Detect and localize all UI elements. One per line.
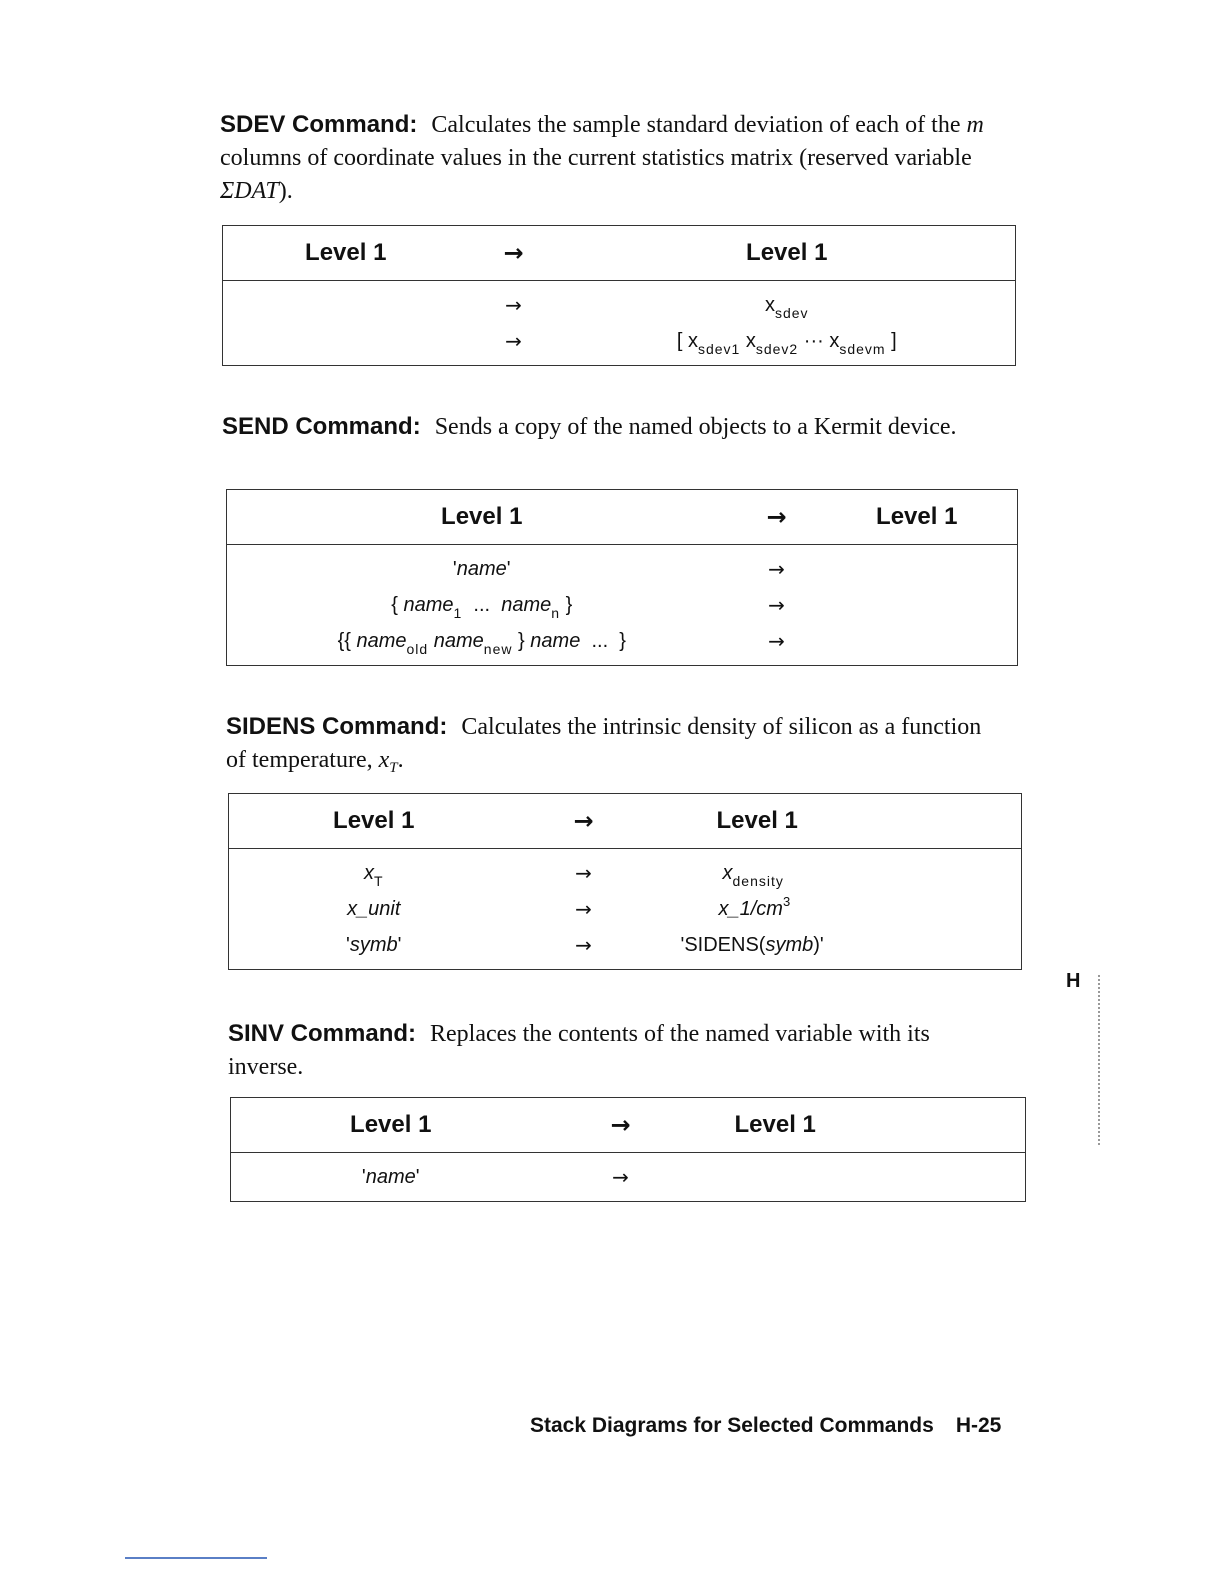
table-header-row — [229, 794, 1022, 849]
header-level-in: Level 1 — [229, 794, 519, 849]
send-stack-table — [226, 489, 1018, 666]
header-level-out: Level 1 — [817, 490, 1018, 545]
table-row: {{ name$_{old}$ name$_{new}$ } name ... } → — [337, 629, 785, 657]
table-header-row — [223, 226, 1016, 281]
sidens-section — [226, 710, 1006, 780]
sinv-stack-table — [230, 1097, 1026, 1202]
table-row: → $x_{sdev}$ — [505, 293, 809, 321]
table-header-row — [227, 490, 1018, 545]
sdev-title: SDEV Command: — [220, 111, 418, 138]
header-level-out: Level 1 — [691, 1098, 1026, 1153]
header-level-in: Level 1 — [231, 1098, 551, 1153]
footer-title: Stack Diagrams for Selected Commands — [530, 1414, 934, 1437]
table-row: 'symb' → 'SIDENS(symb)' — [346, 933, 824, 957]
header-level-out: Level 1 — [559, 226, 1016, 281]
header-arrow: → — [519, 794, 649, 849]
sinv-description: SINV Command: Replaces the contents of the named variable with its inverse. — [228, 1020, 930, 1080]
header-level-in: Level 1 — [227, 490, 737, 545]
sinv-section — [228, 1017, 1008, 1084]
table-row: { name$_1$ ... name$_n$ } → — [391, 593, 785, 621]
send-section — [222, 410, 1002, 444]
header-arrow: → — [737, 490, 817, 545]
table-row: 'name' → — [452, 557, 785, 581]
header-arrow: → — [551, 1098, 691, 1153]
section-tab-letter: H — [1066, 970, 1081, 992]
header-level-in: Level 1 — [223, 226, 469, 281]
send-description: SEND Command: Sends a copy of the named objects to a Kermit device. — [222, 413, 957, 440]
table-row: $x_T$ → $x_{density}$ — [363, 861, 784, 889]
sdev-stack-table — [222, 225, 1016, 366]
sidens-stack-table — [228, 793, 1022, 970]
sdev-section — [220, 108, 1000, 208]
send-title: SEND Command: — [222, 413, 421, 440]
bottom-rule — [125, 1557, 267, 1559]
table-row: 'name' → — [361, 1165, 629, 1189]
table-row: x_unit → $x\_1/cm^3$ — [347, 893, 791, 921]
table-header-row — [231, 1098, 1026, 1153]
table-row: → [ $x_{sdev1}$ $x_{sdev2}$ ··· $x_{sdevm}$ ] — [505, 329, 897, 357]
section-tab-marker — [1098, 975, 1100, 1145]
page-number: H-25 — [955, 1414, 1002, 1437]
page-footer — [530, 1414, 1001, 1438]
header-level-out: Level 1 — [649, 794, 1022, 849]
sidens-description: SIDENS Command: Calculates the intrinsic density of silicon as a function of temperature, $x_T$. — [226, 713, 982, 776]
sidens-title: SIDENS Command: — [226, 713, 448, 740]
sdev-description: SDEV Command: Calculates the sample standard deviation of each of the m columns of coordinate values in the current statistics matrix (reserved variable ΣDAT). — [220, 111, 984, 204]
sinv-title: SINV Command: — [228, 1020, 417, 1047]
header-arrow: → — [469, 226, 559, 281]
